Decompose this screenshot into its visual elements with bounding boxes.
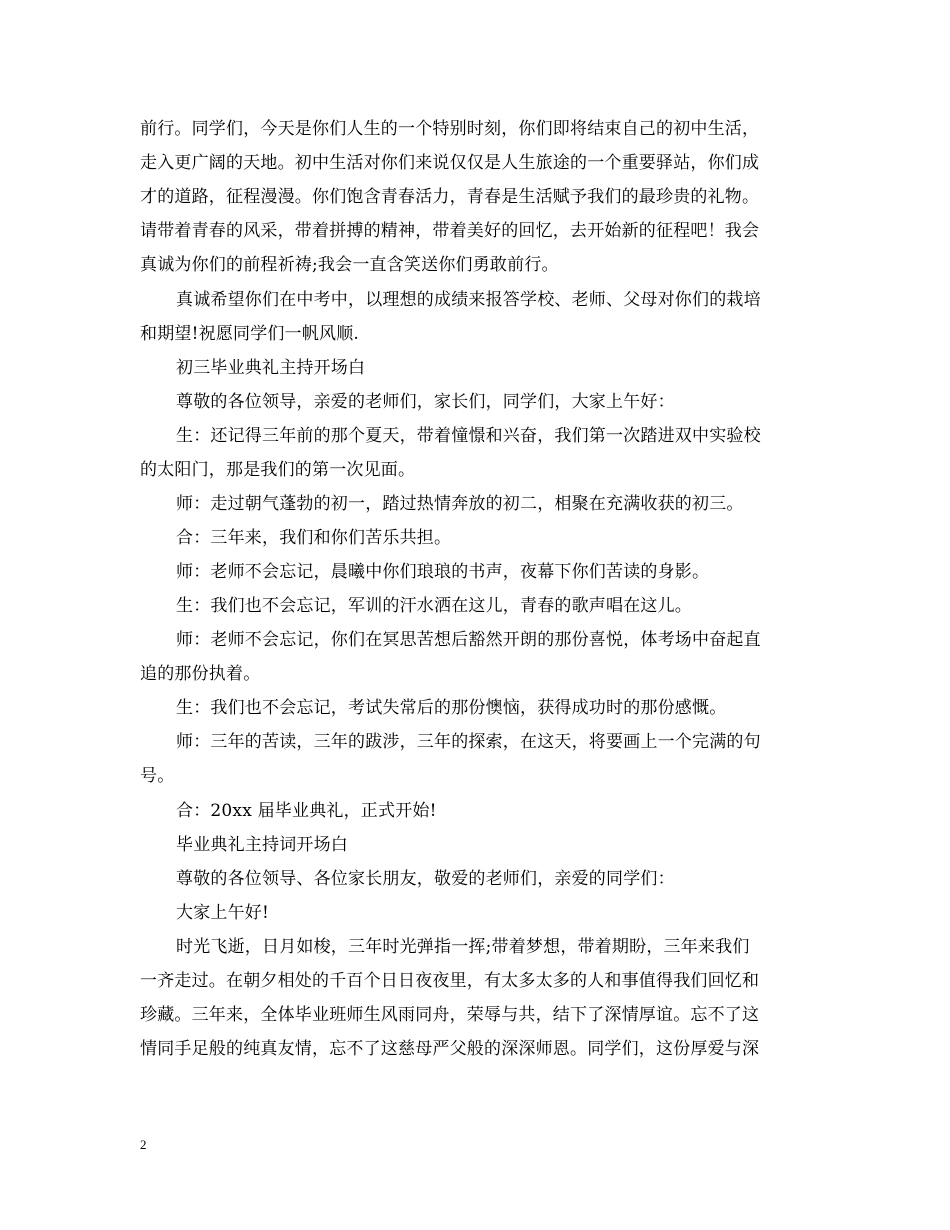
text-line: 生：我们也不会忘记，考试失常后的那份懊恼，获得成功时的那份感慨。	[176, 698, 727, 718]
text-line: 真诚为你们的前程祈祷;我会一直含笑送你们勇敢前行。	[140, 255, 559, 275]
page-number: 2	[140, 1137, 147, 1152]
text-line: 大家上午好!	[176, 903, 270, 923]
text-line: 合：三年来，我们和你们苦乐共担。	[176, 528, 452, 548]
text-line: 前行。同学们，今天是你们人生的一个特别时刻，你们即将结束自己的初中生活，	[140, 119, 760, 139]
text-line: 号。	[140, 766, 175, 786]
text-line: 请带着青春的风采，带着拼搏的精神，带着美好的回忆，去开始新的征程吧！我会	[140, 221, 760, 241]
text-line: 一齐走过。在朝夕相处的千百个日日夜夜里，有太多太多的人和事值得我们回忆和	[140, 971, 760, 991]
text-line: 情同手足般的纯真友情，忘不了这慈母严父般的深深师恩。同学们，这份厚爱与深	[140, 1039, 760, 1059]
text-line: 时光飞逝，日月如梭，三年时光弹指一挥;带着梦想，带着期盼，三年来我们	[176, 937, 750, 957]
text-line: 的太阳门，那是我们的第一次见面。	[140, 460, 416, 480]
text-line: 和期望!祝愿同学们一帆风顺.	[140, 324, 360, 344]
text-line: 师：三年的苦读，三年的跋涉，三年的探索，在这天，将要画上一个完满的句	[176, 732, 761, 752]
text-line: 生：还记得三年前的那个夏天，带着憧憬和兴奋，我们第一次踏进双中实验校	[176, 426, 761, 446]
section-heading: 毕业典礼主持词开场白	[176, 835, 348, 855]
text-line: 师：老师不会忘记，你们在冥思苦想后豁然开朗的那份喜悦，体考场中奋起直	[176, 630, 761, 650]
text-line: 珍藏。三年来，全体毕业班师生风雨同舟，荣辱与共，结下了深情厚谊。忘不了这	[140, 1005, 760, 1025]
text-line: 真诚希望你们在中考中，以理想的成绩来报答学校、老师、父母对你们的栽培	[176, 290, 761, 310]
text-line: 合：20xx 届毕业典礼，正式开始!	[176, 801, 437, 821]
section-heading: 初三毕业典礼主持开场白	[176, 358, 366, 378]
text-line: 师：老师不会忘记，晨曦中你们琅琅的书声，夜幕下你们苦读的身影。	[176, 562, 710, 582]
text-line: 尊敬的各位领导，亲爱的老师们，家长们，同学们，大家上午好：	[176, 392, 675, 412]
text-line: 师：走过朝气蓬勃的初一，踏过热情奔放的初二，相聚在充满收获的初三。	[176, 494, 744, 514]
text-line: 尊敬的各位领导、各位家长朋友，敬爱的老师们，亲爱的同学们：	[176, 869, 675, 889]
text-line: 追的那份执着。	[140, 664, 261, 684]
text-line: 生：我们也不会忘记，军训的汗水洒在这儿，青春的歌声唱在这儿。	[176, 596, 692, 616]
text-line: 才的道路，征程漫漫。你们饱含青春活力，青春是生活赋予我们的最珍贵的礼物。	[140, 187, 760, 207]
text-line: 走入更广阔的天地。初中生活对你们来说仅仅是人生旅途的一个重要驿站，你们成	[140, 153, 760, 173]
